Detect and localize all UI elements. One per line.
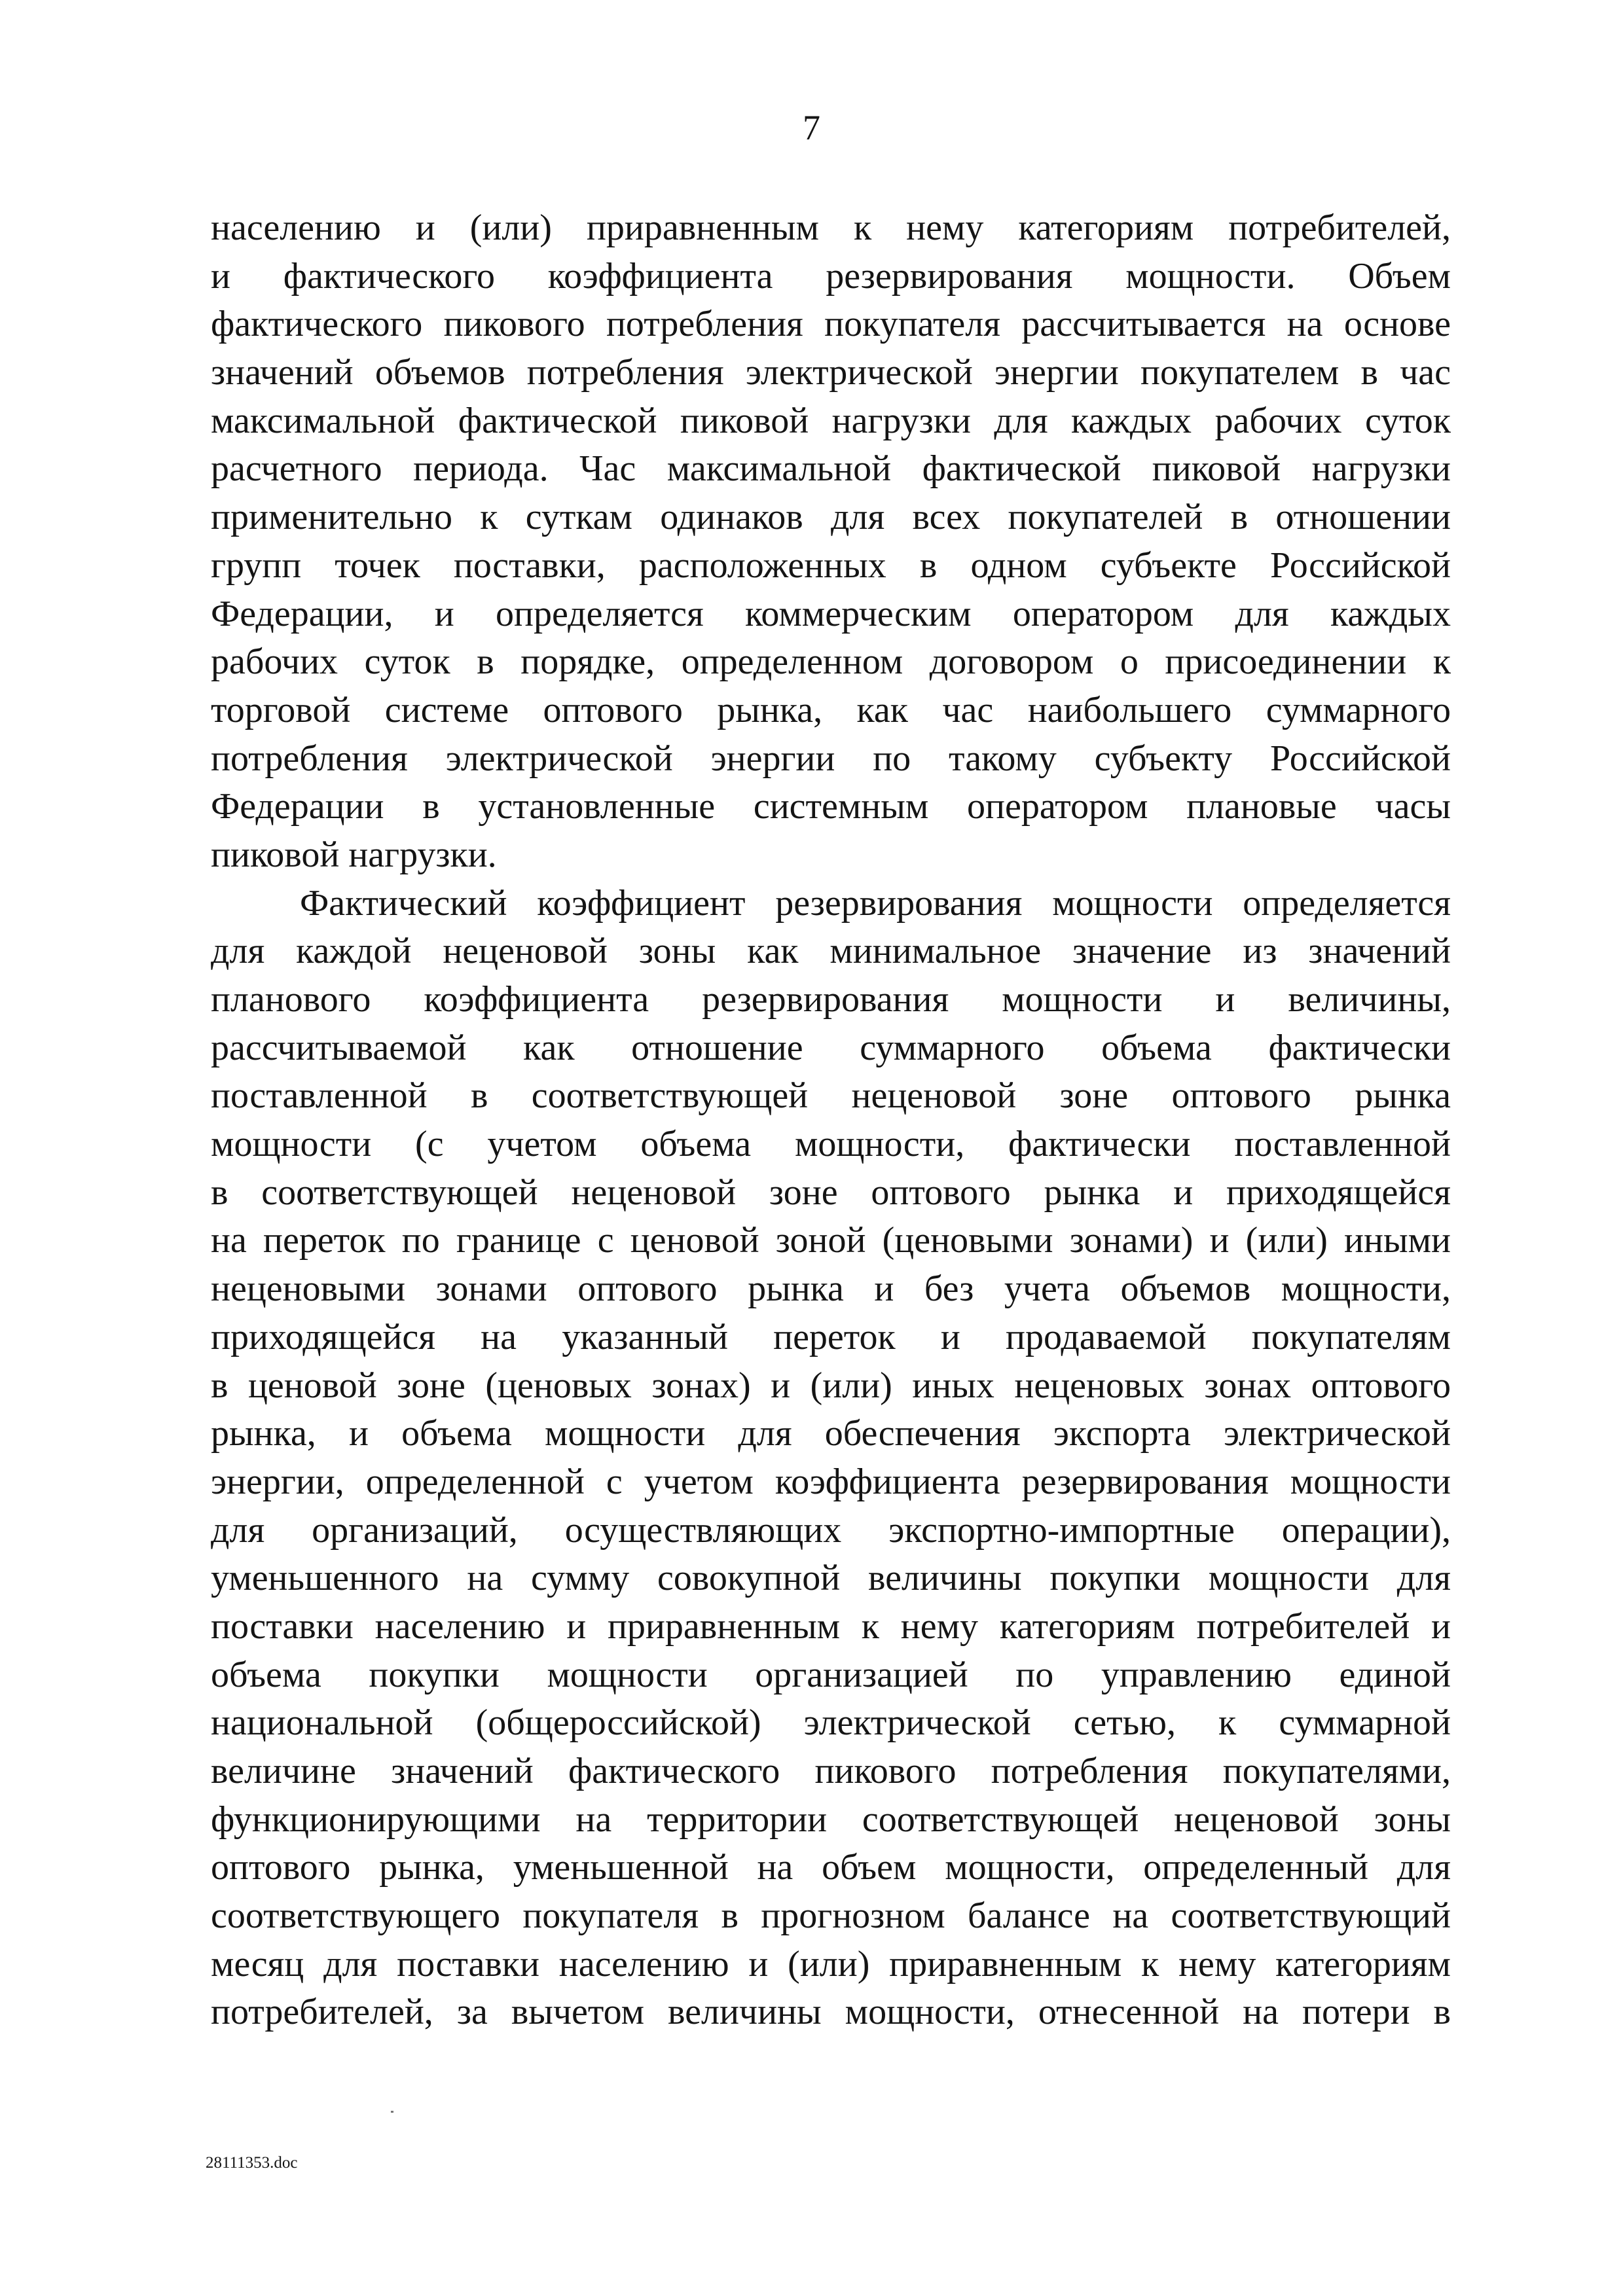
text-line: неценовыми зонами оптового рынка и без учета объемов мощности, — [211, 1268, 1451, 1310]
text-line: функционирующими на территории соответствующей неценовой зоны — [211, 1799, 1451, 1840]
text-line: Фактический коэффициент резервирования мощности определяется — [300, 882, 1451, 924]
text-line: энергии, определенной с учетом коэффициента резервирования мощности — [211, 1461, 1451, 1502]
text-line: рабочих суток в порядке, определенном договором о присоединении к — [211, 641, 1451, 683]
footer-filename: 28111353.doc — [206, 2154, 298, 2172]
text-line: поставленной в соответствующей неценовой зоне оптового рынка — [211, 1075, 1451, 1117]
text-line: потребителей, за вычетом величины мощности, отнесенной на потери в — [211, 1992, 1451, 2033]
scan-speck — [391, 2111, 393, 2113]
document-body — [211, 204, 1451, 2037]
page-number: 7 — [803, 108, 820, 147]
text-line: величине значений фактического пикового потребления покупателями, — [211, 1751, 1451, 1791]
text-line: планового коэффициента резервирования мощности и величины, — [211, 979, 1451, 1020]
text-line: максимальной фактической пиковой нагрузки для каждых рабочих суток — [211, 400, 1451, 441]
text-line: месяц для поставки населению и (или) приравненным к нему категориям — [211, 1943, 1451, 1984]
text-line: значений объемов потребления электрической энергии покупателем в час — [211, 352, 1451, 393]
text-line: приходящейся на указанный переток и продаваемой покупателям — [211, 1316, 1451, 1357]
text-line: потребления электрической энергии по такому субъекту Российской — [211, 738, 1451, 779]
text-line: фактического пикового потребления покупателя рассчитывается на основе — [211, 304, 1451, 345]
text-line: населению и (или) приравненным к нему категориям потребителей, — [211, 207, 1451, 248]
text-line: рассчитываемой как отношение суммарного объема фактически — [211, 1027, 1451, 1068]
text-line: мощности (с учетом объема мощности, фактически поставленной — [211, 1124, 1451, 1165]
text-line: рынка, и объема мощности для обеспечения экспорта электрической — [211, 1413, 1451, 1454]
text-line: в соответствующей неценовой зоне оптового рынка и приходящейся — [211, 1172, 1451, 1213]
text-line: групп точек поставки, расположенных в одном субъекте Российской — [211, 545, 1451, 586]
text-line: Федерации в установленные системным оператором плановые часы — [211, 786, 1451, 827]
text-line: соответствующего покупателя в прогнозном балансе на соответствующий — [211, 1895, 1451, 1937]
text-line: расчетного периода. Час максимальной фактической пиковой нагрузки — [211, 448, 1451, 490]
text-line: на переток по границе с ценовой зоной (ценовыми зонами) и (или) иными — [211, 1220, 1451, 1261]
text-line: поставки населению и приравненным к нему категориям потребителей и — [211, 1605, 1451, 1647]
text-line: национальной (общероссийской) электрической сетью, к суммарной — [211, 1702, 1451, 1744]
paragraph-1 — [211, 204, 1451, 880]
paragraph-2 — [211, 880, 1451, 2037]
text-line: торговой системе оптового рынка, как час наибольшего суммарного — [211, 689, 1451, 730]
text-line: пиковой нагрузки. — [211, 834, 497, 875]
text-line: объема покупки мощности организацией по управлению единой — [211, 1654, 1451, 1695]
text-line: для организаций, осуществляющих экспортно-импортные операции), — [211, 1509, 1451, 1551]
text-line: в ценовой зоне (ценовых зонах) и (или) иных неценовых зонах оптового — [211, 1365, 1451, 1406]
text-line: уменьшенного на сумму совокупной величины покупки мощности для — [211, 1558, 1451, 1599]
text-line: применительно к суткам одинаков для всех покупателей в отношении — [211, 497, 1451, 538]
text-line: Федерации, и определяется коммерческим оператором для каждых — [211, 593, 1451, 634]
text-line: для каждой неценовой зоны как минимальное значение из значений — [211, 931, 1451, 972]
text-line: оптового рынка, уменьшенной на объем мощности, определенный для — [211, 1847, 1451, 1888]
text-line: и фактического коэффициента резервирования мощности. Объем — [211, 255, 1451, 296]
